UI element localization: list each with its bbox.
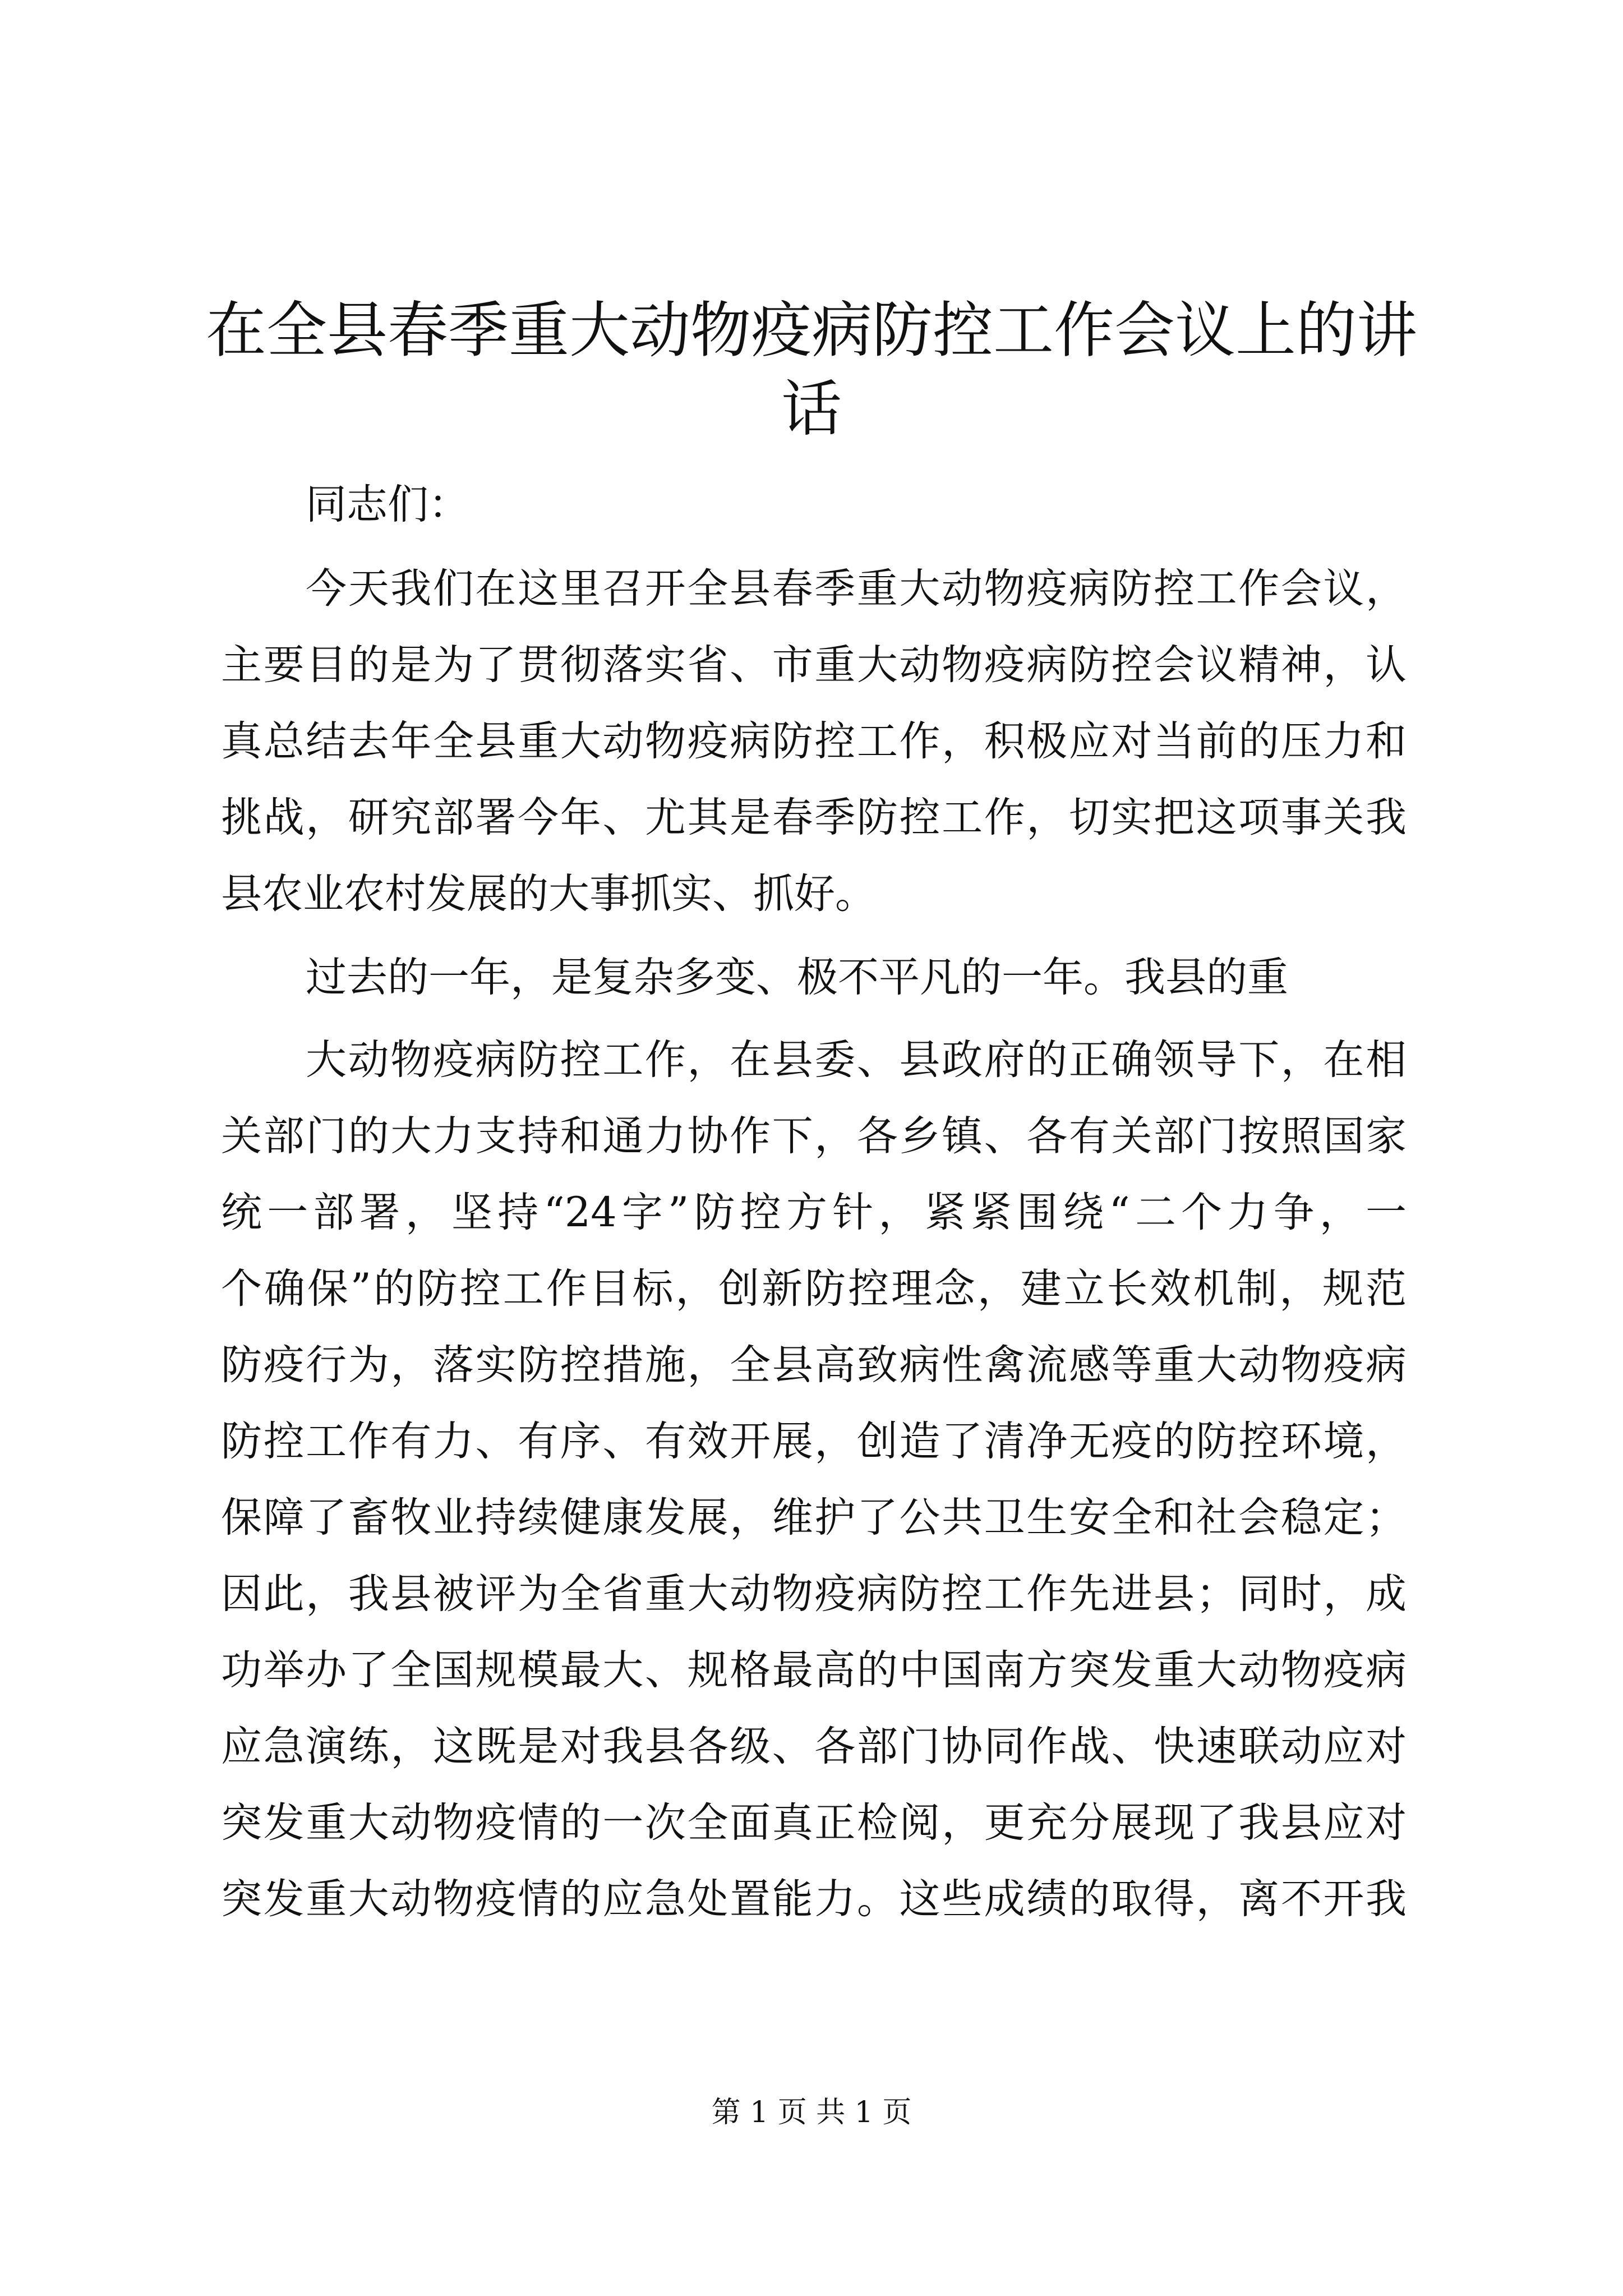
paragraph-3-line-4: 个确保”的防控工作目标，创新防控理念，建立长效机制，规范 [221,1265,1407,1313]
document-title-line-1: 在全县春季重大动物疫病防控工作会议上的讲 [205,296,1417,366]
paragraph-1-line-3: 真总结去年全县重大动物疫病防控工作，积极应对当前的压力和 [221,717,1407,765]
paragraph-3-line-12: 突发重大动物疫情的应急处置能力。这些成绩的取得，离不开我 [221,1875,1407,1923]
paragraph-3-line-11: 突发重大动物疫情的一次全面真正检阅，更充分展现了我县应对 [221,1799,1407,1847]
paragraph-1-line-5: 县农业农村发展的大事抓实、抓好。 [221,870,876,918]
paragraph-2-line-1: 过去的一年，是复杂多变、极不平凡的一年。我县的重 [306,954,1288,1001]
paragraph-3-line-6: 防控工作有力、有序、有效开展，创造了清净无疫的防控环境， [221,1418,1407,1465]
paragraph-3-line-8: 因此，我县被评为全省重大动物疫病防控工作先进县；同时，成 [221,1570,1407,1618]
paragraph-3-line-3: 统一部署，坚持“24字”防控方针，紧紧围绕“二个力争，一 [221,1189,1407,1236]
salutation: 同志们： [306,481,469,528]
paragraph-3-line-9: 功举办了全国规模最大、规格最高的中国南方突发重大动物疫病 [221,1646,1407,1694]
paragraph-3-line-7: 保障了畜牧业持续健康发展，维护了公共卫生安全和社会稳定； [221,1494,1407,1542]
paragraph-1-line-1: 今天我们在这里召开全县春季重大动物疫病防控工作会议， [306,565,1407,613]
page-number-footer: 第 1 页 共 1 页 [711,2096,912,2129]
paragraph-3-line-10: 应急演练，这既是对我县各级、各部门协同作战、快速联动应对 [221,1723,1407,1770]
paragraph-3-line-2: 关部门的大力支持和通力协作下，各乡镇、各有关部门按照国家 [221,1112,1407,1160]
paragraph-3-line-5: 防疫行为，落实防控措施，全县高致病性禽流感等重大动物疫病 [221,1341,1407,1389]
paragraph-1-line-4: 挑战，研究部署今年、尤其是春季防控工作，切实把这项事关我 [221,794,1407,841]
paragraph-1-line-2: 主要目的是为了贯彻落实省、市重大动物疫病防控会议精神，认 [221,641,1407,689]
paragraph-3-line-1: 大动物疫病防控工作，在县委、县政府的正确领导下，在相 [306,1036,1407,1084]
document-title-line-2: 话 [781,374,842,444]
